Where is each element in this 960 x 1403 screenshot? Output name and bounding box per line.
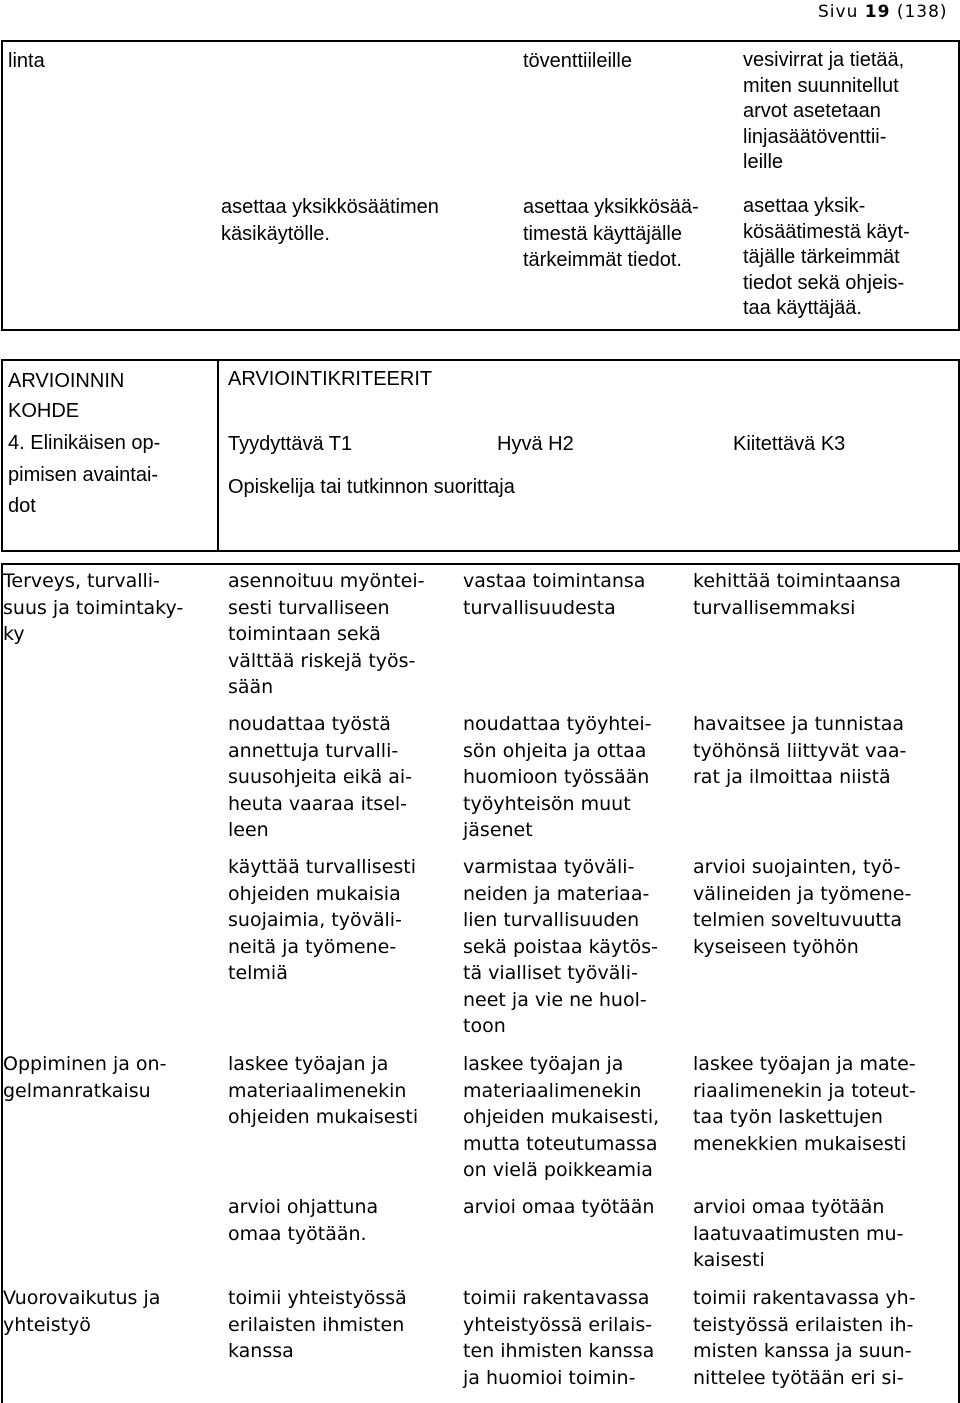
arviointikriteerit-label: ARVIOINTIKRITEERIT [228, 368, 433, 390]
header-divider [217, 359, 219, 552]
criterion-k3: kehittää toimintaansa turvallisemmaksi [693, 570, 902, 619]
subject-avaintaidot: 4. Elinikäisen op- pimisen avaintai- dot [8, 432, 161, 517]
criterion-k3: laskee työajan ja mate- riaalimenekin ja toteut- taa työn laskettujen menekkien mukaisesti [693, 1053, 916, 1155]
criterion-t1: noudattaa työstä annettuja turvalli- suusohjeita eikä ai- heuta vaaraa itsel- leen [228, 713, 413, 841]
opiskelija-label: Opiskelija tai tutkinnon suorittaja [228, 476, 515, 498]
criterion-h2: arvioi omaa työtään [463, 1196, 655, 1218]
criterion-k3: arvioi omaa työtään laatuvaatimusten mu- kaisesti [693, 1196, 904, 1271]
criterion-k3: havaitsee ja tunnistaa työhönsä liittyvät vaa- rat ja ilmoittaa niistä [693, 713, 907, 788]
criterion-h2: toimii rakentavassa yhteistyössä erilais- ten ihmisten kanssa ja huomioi toimin- [463, 1287, 655, 1389]
topic-terveys: Terveys, turvalli- suus ja toimintaky- ky [3, 570, 184, 645]
criterion-h2: varmistaa työväli- neiden ja materiaa- lien turvallisuuden sekä poistaa käytös- tä vialliset työväli- neet ja vie ne huol- toon [463, 856, 658, 1037]
level-t1-label: Tyydyttävä T1 [228, 433, 353, 455]
top-cell-t1: asettaa yksikkösäätimen käsikäytölle. [221, 196, 439, 245]
page-number: Sivu 19 (138) [818, 2, 948, 22]
topic-oppiminen: Oppiminen ja on- gelmanratkaisu [3, 1053, 167, 1102]
arvioinnin-kohde-label: ARVIOINNIN KOHDE [8, 370, 125, 422]
criterion-t1: toimii yhteistyössä erilaisten ihmisten kanssa [228, 1287, 407, 1362]
criterion-t1: arvioi ohjattuna omaa työtään. [228, 1196, 379, 1245]
top-cell-h2: asettaa yksikkösää- timestä käyttäjälle tärkeimmät tiedot. [523, 196, 699, 271]
criterion-k3: toimii rakentavassa yh- teistyössä erilaisten ih- misten kanssa ja suun- nittelee työtään eri si- [693, 1287, 916, 1389]
top-cell-k3: asettaa yksik- kösäätimestä käyt- täjälle tärkeimmät tiedot sekä ohjeis- taa käyttäjää. [743, 195, 910, 319]
criterion-h2: noudattaa työyhtei- sön ohjeita ja ottaa huomioon työssään työyhteisön muut jäsenet [463, 713, 652, 841]
top-cell-linta: linta [8, 50, 45, 72]
criterion-t1: asennoituu myöntei- sesti turvalliseen toimintaan sekä välttää riskejä työs- sään [228, 570, 425, 698]
criterion-h2: laskee työajan ja materiaalimenekin ohjeiden mukaisesti, mutta toteutumassa on vielä poikkeamia [463, 1053, 660, 1181]
top-cell-venttiilit: töventtiileille [523, 50, 632, 72]
criterion-t1: laskee työajan ja materiaalimenekin ohjeiden mukaisesti [228, 1053, 419, 1128]
criterion-k3: arvioi suojainten, työ- välineiden ja työmene- telmien soveltuvuutta kyseiseen työhön [693, 856, 912, 958]
level-k3-label: Kiitettävä K3 [733, 433, 846, 455]
top-cell-vesivirrat: vesivirrat ja tietää, miten suunnitellut arvot asetetaan linjasäätöventtii- leille [743, 49, 905, 173]
criterion-h2: vastaa toimintansa turvallisuudesta [463, 570, 646, 619]
topic-vuorovaikutus: Vuorovaikutus ja yhteistyö [3, 1287, 161, 1336]
level-h2-label: Hyvä H2 [497, 433, 574, 455]
criterion-t1: käyttää turvallisesti ohjeiden mukaisia suojaimia, työväli- neitä ja työmene- telmiä [228, 856, 417, 984]
